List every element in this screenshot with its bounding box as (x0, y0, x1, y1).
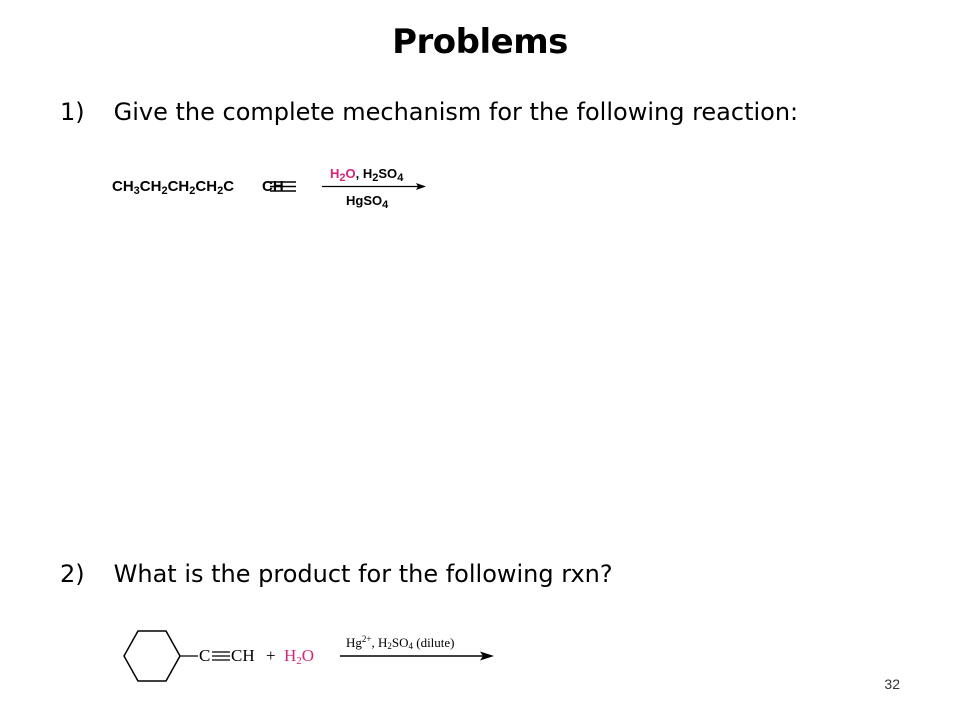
cyclohexane-ring (124, 631, 180, 681)
reaction-1-reactant: $CH_3CH_2CH_2CH_2C$ CH (112, 178, 284, 197)
problem-2-text: What is the product for the following rxn? (113, 560, 613, 588)
reaction-2-arrow (340, 652, 494, 661)
slide-title: Problems (392, 22, 568, 62)
plus-sign: + (266, 646, 276, 665)
problem-1 (60, 98, 798, 126)
reaction-1-reagent-below: HgSO$_4$ (346, 193, 389, 211)
problem-2-number: 2) (60, 560, 85, 588)
triple-bond-2 (212, 652, 230, 660)
reaction-2 (118, 624, 508, 688)
reaction-2-reagent-above: $Hg^{2+}$, $H_2SO_4$ (dilute) (346, 634, 455, 651)
problem-1-text: Give the complete mechanism for the following reaction: (113, 98, 799, 126)
reaction-1 (112, 160, 442, 216)
triple-bond (270, 182, 296, 191)
problem-1-number: 1) (60, 98, 85, 126)
alkyne-terminal-ch: CH (231, 646, 255, 665)
reaction-1-arrow (322, 183, 426, 190)
page-number: 32 (884, 676, 900, 692)
reaction-1-reagent-above: $H_2O$, $H_2SO_4$ (330, 166, 404, 184)
problem-2 (60, 560, 613, 588)
alkyne-carbon: C (199, 646, 211, 665)
water-reagent: $H_2O$ (284, 646, 315, 667)
